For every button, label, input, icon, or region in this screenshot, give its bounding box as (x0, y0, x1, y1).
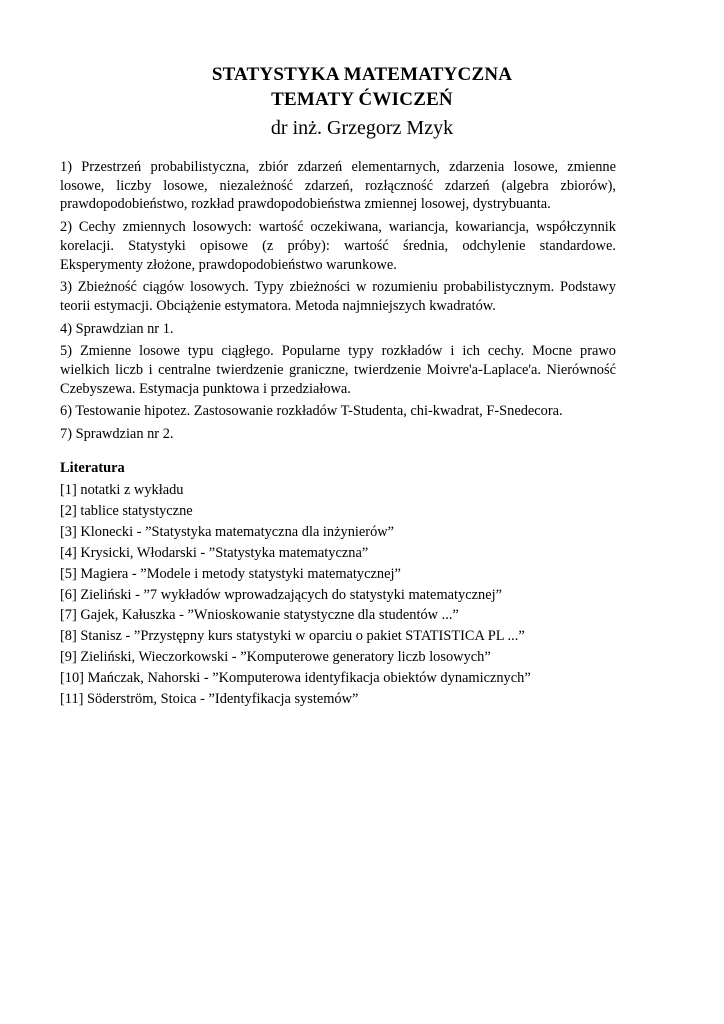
literature-item-2: [2] tablice statystyczne (60, 502, 193, 519)
document-title: STATYSTYKA MATEMATYCZNA (211, 64, 513, 85)
topics-list (60, 158, 616, 448)
topic-item-1: 1) Przestrzeń probabilistyczna, zbiór zdarzeń elementarnych, zdarzenia losowe, zmienne losowe, liczby losowe, niezależność zdarzeń, rozłączność zdarzeń (algebra zbiorów), prawdopodobieństwo, rozkład prawdopodobieństwa zmiennej losowej, dystrybuanta. (60, 159, 616, 213)
document-header (0, 62, 724, 142)
literature-item-7: [7] Gajek, Kałuszka - ”Wnioskowanie statystyczne dla studentów ...” (60, 607, 459, 624)
topic-item-6: 6) Testowanie hipotez. Zastosowanie rozkładów T-Studenta, chi-kwadrat, F-Snedecora. (60, 403, 563, 420)
literature-item-5: [5] Magiera - ”Modele i metody statystyki matematycznej” (60, 565, 401, 582)
literature-item-9: [9] Zieliński, Wieczorkowski - ”Komputerowe generatory liczb losowych” (60, 649, 491, 666)
topic-item-4: 4) Sprawdzian nr 1. (60, 320, 174, 337)
topic-item-2: 2) Cechy zmiennych losowych: wartość oczekiwana, wariancja, kowariancja, współczynnik korelacji. Statystyki opisowe (z próby): wartość średnia, odchylenie standardowe. Eksperymenty złożone, prawdopodobieństwo warunkowe. (60, 219, 616, 273)
literature-heading: Literatura (60, 460, 125, 476)
literature-item-8: [8] Stanisz - ”Przystępny kurs statystyki w oparciu o pakiet STATISTICA PL ...” (60, 628, 525, 645)
literature-item-11: [11] Söderström, Stoica - ”Identyfikacja systemów” (60, 691, 359, 708)
literature-section (60, 458, 616, 710)
literature-item-10: [10] Mańczak, Nahorski - ”Komputerowa identyfikacja obiektów dynamicznych” (60, 670, 531, 687)
topic-item-5: 5) Zmienne losowe typu ciągłego. Popularne typy rozkładów i ich cechy. Mocne prawo wielkich liczb i centralne twierdzenie graniczne, twierdzenie Moivre'a-Laplace'a. Nierówność Czebyszewa. Estymacja punktowa i przedziałowa. (60, 343, 616, 397)
document-author: dr inż. Grzegorz Mzyk (270, 117, 454, 139)
literature-item-3: [3] Klonecki - ”Statystyka matematyczna dla inżynierów” (60, 523, 395, 540)
literature-item-6: [6] Zieliński - ”7 wykładów wprowadzających do statystyki matematycznej” (60, 586, 502, 603)
document-subtitle: TEMATY ĆWICZEŃ (271, 89, 453, 110)
topic-item-7: 7) Sprawdzian nr 2. (60, 426, 174, 443)
literature-item-1: [1] notatki z wykładu (60, 482, 184, 498)
topic-item-3: 3) Zbieżność ciągów losowych. Typy zbieżności w rozumieniu probabilistycznym. Podstawy teorii estymacji. Obciążenie estymatora. Metoda najmniejszych kwadratów. (60, 279, 616, 314)
literature-item-4: [4] Krysicki, Włodarski - ”Statystyka matematyczna” (60, 544, 369, 561)
